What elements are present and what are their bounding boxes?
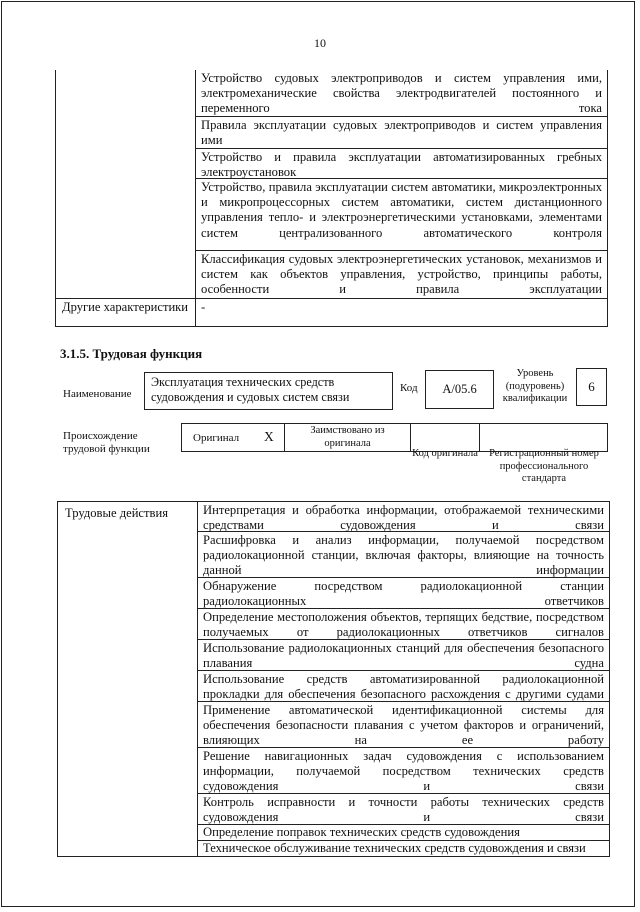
knowledge-item: Устройство и правила эксплуатации автоматизированных гребных электроустановок	[196, 149, 608, 179]
action-item: Интерпретация и обработка информации, отображаемой техническими средствами судовождения и связи	[198, 501, 610, 532]
section-title: 3.1.5. Трудовая функция	[60, 346, 203, 361]
knowledge-item: Устройство судовых электроприводов и систем управления ими, электромеханические свойства электродвигателей постоянного и переменного тока	[196, 70, 608, 117]
action-item: Решение навигационных задач судовождения с использованием информации, получаемой посредством технических средств судовождения и связи	[198, 748, 610, 794]
reg-number-caption: Регистрационный номер профессионального стандарта	[489, 448, 599, 484]
knowledge-item: Устройство, правила эксплуатации систем автоматики, микроэлектронных и микропроцессорных систем автоматики, систем дистанционного управления тепло- и электроэнергетическими установками, элементами систем централизованного автоматического контроля	[196, 179, 608, 251]
origin-label: Происхождение трудовой функции	[63, 430, 150, 455]
action-item: Использование радиолокационных станций для обеспечения безопасного плавания судна	[198, 640, 610, 671]
action-item: Контроль исправности и точности работы технических средств судовождения и связи	[198, 794, 610, 825]
other-characteristics-label: Другие характеристики	[55, 299, 196, 327]
level-value-box: 6	[576, 368, 607, 406]
borrowed-cell: Заимствовано из оригинала	[284, 423, 411, 452]
function-code-box: A/05.6	[425, 370, 494, 409]
original-mark: X	[264, 429, 274, 444]
knowledge-label-cell	[55, 70, 196, 299]
level-label: Уровень (подуровень) квалификации	[502, 368, 568, 404]
original-cell	[181, 423, 285, 452]
name-label: Наименование	[63, 388, 132, 400]
function-name-box: Эксплуатация технических средств судовождения и судовых систем связи	[144, 372, 393, 410]
other-characteristics-value: -	[196, 299, 608, 327]
action-item: Обнаружение посредством радиолокационной станции радиолокационных ответчиков	[198, 578, 610, 609]
action-item: Использование средств автоматизированной радиолокационной прокладки для обеспечения безопасного расхождения с другими судами	[198, 671, 610, 702]
knowledge-item: Правила эксплуатации судовых электроприводов и систем управления ими	[196, 117, 608, 149]
action-item: Расшифровка и анализ информации, получаемой посредством радиолокационной станции, включая факторы, влияющие на точность данной информации	[198, 532, 610, 578]
action-item: Применение автоматической идентификационной системы для обеспечения безопасности плавания с учетом факторов и ограничений, влияющих на ее работу	[198, 702, 610, 748]
page-number: 10	[314, 36, 326, 50]
action-item: Техническое обслуживание технических средств судовождения и связи	[198, 841, 610, 857]
knowledge-item: Классификация судовых электроэнергетических установок, механизмов и систем как объектов управления, устройство, принципы работы, особенности и правила эксплуатации	[196, 251, 608, 299]
actions-label-cell: Трудовые действия	[57, 501, 198, 857]
code-original-caption: Код оригинала	[412, 448, 478, 459]
code-label: Код	[400, 382, 418, 394]
original-label: Оригинал	[193, 432, 240, 444]
action-item: Определение местоположения объектов, терпящих бедствие, посредством получаемых от радиолокационных ответчиков сигналов	[198, 609, 610, 640]
action-item: Определение поправок технических средств судовождения	[198, 825, 610, 841]
